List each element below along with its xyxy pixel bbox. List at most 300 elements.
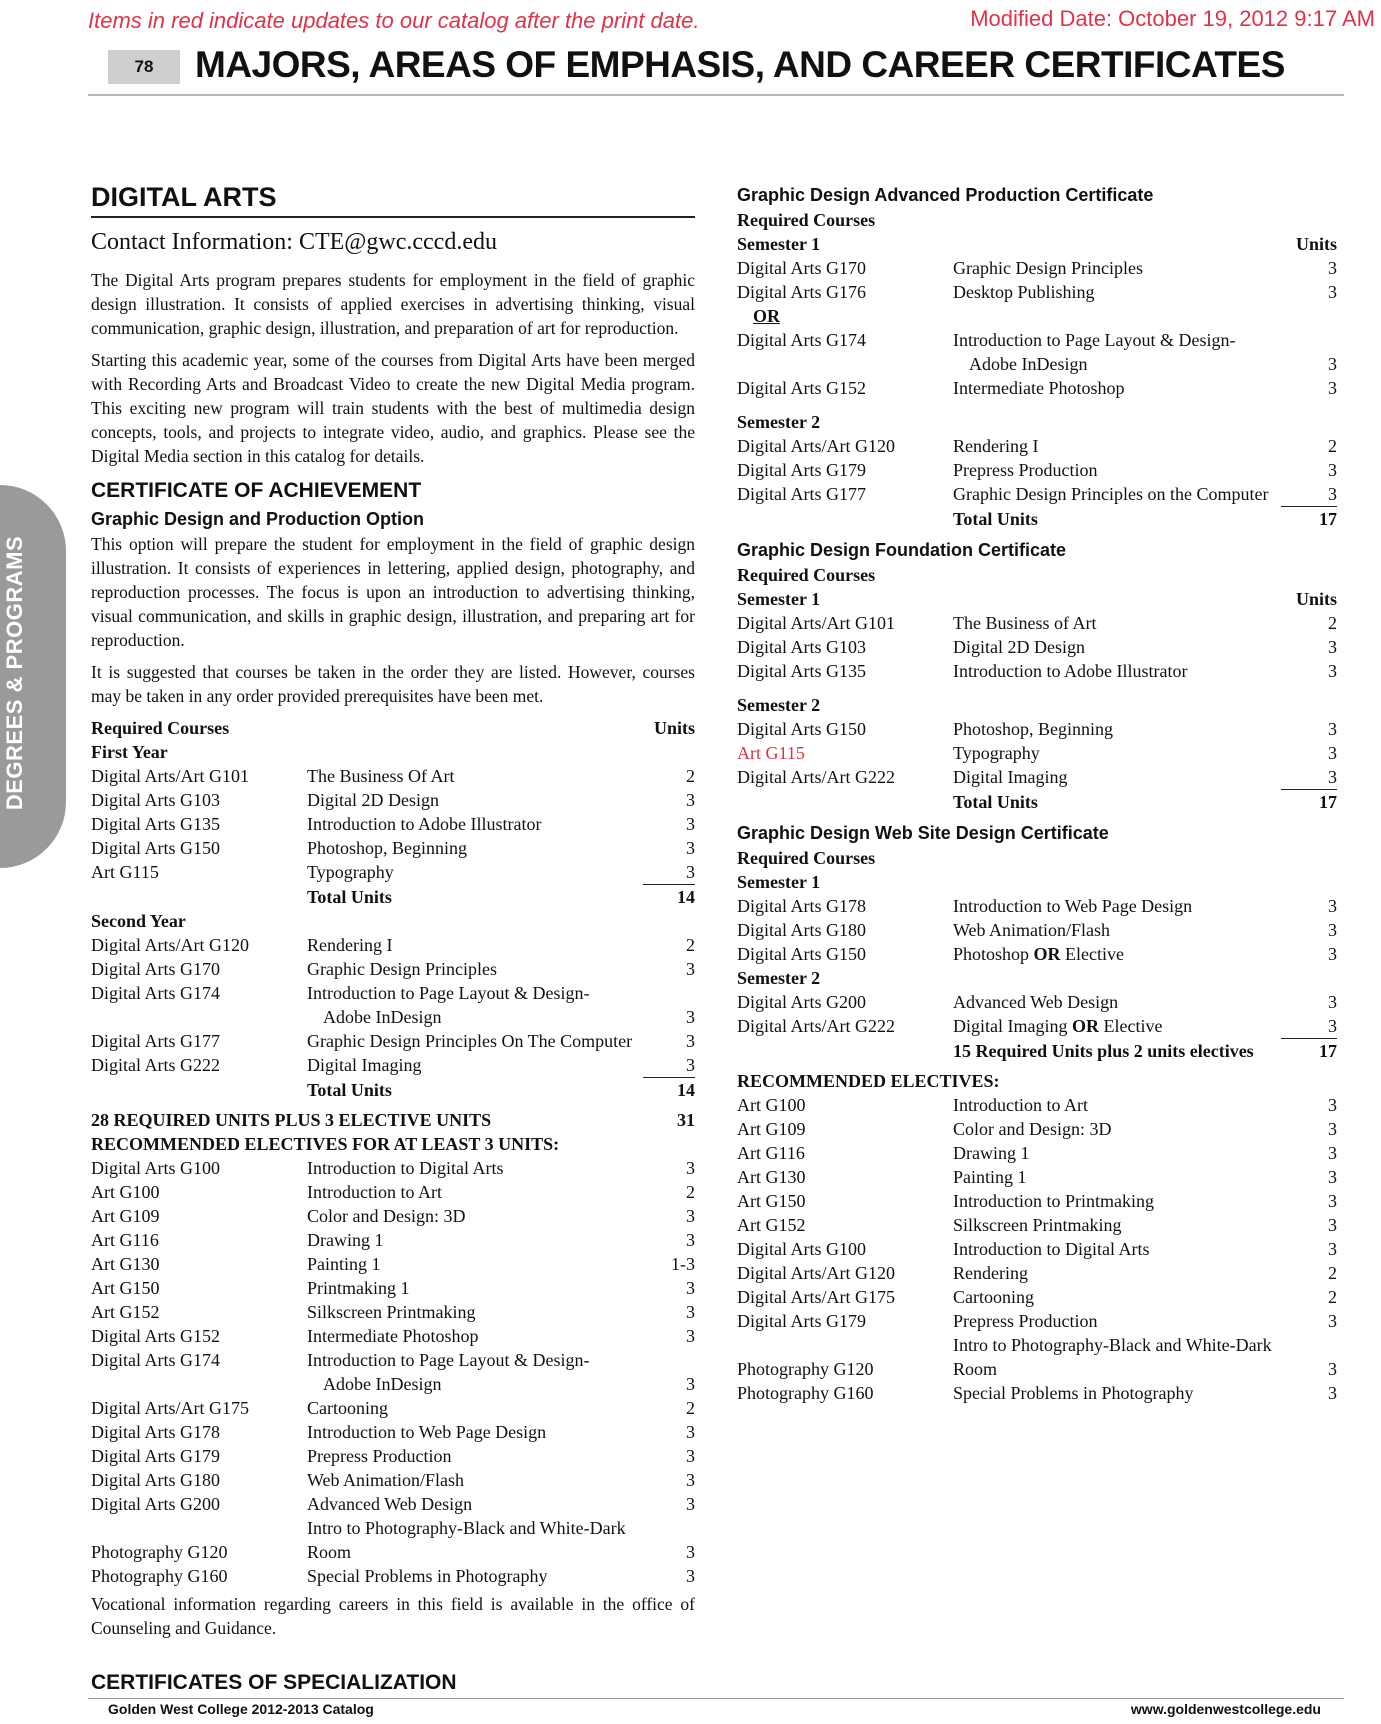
course-title [307,1348,653,1372]
course-row-continued [91,1372,695,1396]
course-code: Photography G160 [737,1383,874,1403]
order-note: It is suggested that courses be taken in the order they are listed. However, courses may be taken in any order provided prerequisites have been met. [91,662,695,706]
course-code: Digital Arts G100 [91,1158,220,1178]
course-row [737,1261,1337,1285]
course-title [307,1228,653,1252]
course-title [953,942,1295,966]
required-summary-units: 31 [677,1110,695,1130]
semester-1-label: Semester 1 [737,234,821,254]
course-title-text: Photoshop [953,944,1034,964]
course-code: Digital Arts G180 [737,920,866,940]
footer-divider [88,1698,1344,1699]
course-code: Art G130 [91,1254,160,1274]
course-units: 3 [1328,920,1337,940]
course-row [737,942,1337,966]
course-units: 2 [1328,1287,1337,1307]
course-title [307,1180,653,1204]
course-row [737,1333,1337,1381]
course-code: Digital Arts/Art G120 [737,436,895,456]
course-units: 3 [1328,719,1337,739]
course-units: 3 [686,1055,695,1075]
course-title-continued: Adobe InDesign [323,1374,442,1394]
course-title [953,458,1295,482]
course-title-text: Prepress Production [307,1446,452,1466]
course-units: 3 [1328,484,1337,504]
course-units: 3 [1328,258,1337,278]
option-description: This option will prepare the student for employment in the field of graphic design illustration. It consists of experiences in lettering, applied design, photography, and reproduction processes. The focus is upon an introduction to advertising thinking, visual communication, and skills in graphic design, illustration, and preparing art for reproduction. [91,534,695,650]
course-row-continued [737,352,1337,376]
course-title-text: Painting 1 [953,1167,1027,1187]
web-total: 17 [1281,1038,1337,1063]
course-title-text: Photoshop, Beginning [953,719,1114,739]
course-units: 3 [686,1422,695,1442]
course-code: Digital Arts/Art G101 [91,766,249,786]
course-code: Art G100 [91,1182,160,1202]
units-label: Units [1295,234,1337,254]
course-title-text: Color and Design: 3D [953,1119,1112,1139]
required-label: Required Courses [737,848,876,868]
course-title [307,1252,653,1276]
course-row [737,328,1337,352]
course-title-text: Drawing 1 [307,1230,384,1250]
course-code: Art G116 [91,1230,159,1250]
course-code: Digital Arts G174 [91,1350,220,1370]
adv-sem1-list-a [737,256,1337,304]
course-row [91,1348,695,1372]
course-code: Art G152 [91,1302,160,1322]
course-title [307,1204,653,1228]
course-title [953,482,1295,506]
course-title-text: Drawing 1 [953,1143,1030,1163]
course-row [91,1228,695,1252]
course-row [737,482,1337,506]
course-title-text: Digital 2D Design [307,790,439,810]
electives-heading: RECOMMENDED ELECTIVES FOR AT LEAST 3 UNITS: [91,1134,560,1154]
course-row [737,1165,1337,1189]
course-title [953,990,1295,1014]
left-column [91,180,695,1698]
course-code: Digital Arts G152 [91,1326,220,1346]
course-title-text: Intermediate Photoshop [307,1326,479,1346]
course-units: 3 [686,1158,695,1178]
course-units: 2 [686,935,695,955]
course-title-text: Typography [307,862,394,882]
course-row [737,1237,1337,1261]
course-code: Photography G120 [91,1542,228,1562]
course-units: 3 [1328,1095,1337,1115]
course-title-suffix: Elective [1060,944,1124,964]
course-units: 1-3 [671,1254,695,1274]
course-title [307,1516,653,1564]
course-code: Art G150 [737,1191,806,1211]
course-row [737,918,1337,942]
advanced-cert-heading: Graphic Design Advanced Production Certificate [737,185,1154,205]
course-units: 3 [686,1494,695,1514]
course-units: 3 [686,790,695,810]
course-code: Digital Arts/Art G101 [737,613,895,633]
course-row [737,611,1337,635]
course-row [737,659,1337,683]
course-title [307,1564,653,1588]
course-title-text: Introduction to Web Page Design [953,896,1193,916]
specialization-heading: CERTIFICATES OF SPECIALIZATION [91,1671,457,1694]
course-title-text: Digital Imaging [307,1055,422,1075]
first-year-label: First Year [91,742,168,762]
course-units: 2 [1328,436,1337,456]
course-title [953,434,1295,458]
required-summary-row [91,1108,695,1132]
course-row [91,1276,695,1300]
course-title [307,1420,653,1444]
course-title [953,918,1295,942]
intro-paragraph-1: The Digital Arts program prepares students for employment in the field of graphic design illustration. It consists of applied exercises in advertising thinking, visual communication, graphic design, illustration, and preparation of art for reproduction. [91,270,695,338]
course-title-text: Digital Imaging [953,767,1068,787]
course-row [91,1396,695,1420]
found-total: 17 [1281,789,1337,814]
course-row [737,894,1337,918]
course-title-text: Web Animation/Flash [307,1470,465,1490]
total-units-label: Total Units [307,887,392,907]
course-code: Digital Arts G174 [91,983,220,1003]
course-row [737,635,1337,659]
units-label: Units [653,718,695,738]
course-title-text: Graphic Design Principles On The Computer [307,1031,633,1051]
course-code: Art G152 [737,1215,806,1235]
course-code: Digital Arts G174 [737,330,866,350]
course-row [737,1213,1337,1237]
footer-catalog: Golden West College 2012-2013 Catalog [108,1701,374,1717]
web-sem1-list [737,894,1337,966]
course-units: 3 [686,1206,695,1226]
course-title-text: Silkscreen Printmaking [307,1302,476,1322]
adv-sem1-b [737,328,1337,376]
web-cert-heading: Graphic Design Web Site Design Certificate [737,823,1109,843]
course-title-or: OR [1071,1016,1099,1036]
course-title-text: The Business Of Art [307,766,455,786]
total-units-label: Total Units [953,792,1038,812]
course-row [91,836,695,860]
course-title-text: Special Problems in Photography [307,1566,548,1586]
course-code: Photography G120 [737,1359,874,1379]
course-title [953,741,1295,765]
course-row [737,458,1337,482]
course-row [737,434,1337,458]
course-title-text: Introduction to Web Page Design [307,1422,547,1442]
course-row [737,741,1337,765]
course-title-text: Special Problems in Photography [953,1383,1194,1403]
course-title [307,1053,653,1077]
course-row [737,1309,1337,1333]
course-units: 3 [686,959,695,979]
page-title: MAJORS, AREAS OF EMPHASIS, AND CAREER CERTIFICATES [195,44,1285,85]
course-units: 2 [1328,1263,1337,1283]
course-row-continued [91,1005,695,1029]
course-units: 3 [686,1302,695,1322]
footer-website: www.goldenwestcollege.edu [1130,1701,1321,1717]
first-year-total-row [91,884,695,909]
course-title [953,1285,1295,1309]
course-units: 3 [1328,282,1337,302]
course-title [307,1300,653,1324]
course-title-text: Typography [953,743,1040,763]
course-units: 3 [686,1566,695,1586]
course-title-text: Color and Design: 3D [307,1206,466,1226]
course-title [307,981,653,1005]
course-title [953,328,1295,352]
adv-total: 17 [1281,506,1337,531]
course-row [91,1252,695,1276]
course-units: 3 [686,1031,695,1051]
found-total-row [737,789,1337,814]
course-title [307,1029,653,1053]
course-code: Digital Arts G150 [91,838,220,858]
course-row [91,933,695,957]
course-title-text: Digital 2D Design [953,637,1085,657]
course-units: 3 [1328,460,1337,480]
modified-date: Modified Date: October 19, 2012 9:17 AM [970,6,1375,31]
course-title-text: Introduction to Page Layout & Design- [307,983,590,1003]
course-code: Digital Arts/Art G222 [737,767,895,787]
course-title [307,1444,653,1468]
course-title-text: Intro to Photography-Black and White-Dark Room [307,1518,626,1562]
course-code: Digital Arts G177 [737,484,866,504]
course-code: Digital Arts G178 [737,896,866,916]
course-title-text: Introduction to Art [953,1095,1088,1115]
adv-sem2-list [737,434,1337,506]
course-row [91,981,695,1005]
course-title [953,1381,1295,1405]
course-title-text: Desktop Publishing [953,282,1095,302]
required-summary: 28 REQUIRED UNITS PLUS 3 ELECTIVE UNITS [91,1110,492,1130]
course-title [953,256,1295,280]
course-units: 3 [686,1374,695,1394]
course-code: Digital Arts G179 [737,1311,866,1331]
course-title [953,1117,1295,1141]
course-units: 3 [686,1446,695,1466]
course-units: 3 [1328,1191,1337,1211]
course-code: Digital Arts G103 [91,790,220,810]
course-title [953,635,1295,659]
course-units: 3 [1328,743,1337,763]
update-notice: Items in red indicate updates to our catalog after the print date. [88,8,700,33]
adv-sem1-c [737,376,1337,400]
course-code: Art G100 [737,1095,806,1115]
or-label: OR [753,306,780,326]
course-title [953,1141,1295,1165]
course-code: Digital Arts G170 [91,959,220,979]
required-label: Required Courses [737,565,876,585]
course-title [307,1324,653,1348]
course-title [307,764,653,788]
course-row [737,990,1337,1014]
course-units: 3 [1328,354,1337,374]
course-title-text: Rendering I [953,436,1039,456]
course-title [953,765,1295,789]
course-row [737,376,1337,400]
course-title [953,611,1295,635]
course-row [737,280,1337,304]
certificate-heading: CERTIFICATE OF ACHIEVEMENT [91,479,422,502]
course-code: Digital Arts G200 [737,992,866,1012]
course-title [953,717,1295,741]
course-title-text: Prepress Production [953,460,1098,480]
second-year-label: Second Year [91,911,186,931]
course-title [307,933,653,957]
course-code: Art G150 [91,1278,160,1298]
course-title [953,376,1295,400]
course-title [953,280,1295,304]
side-tab [0,485,66,868]
course-title [307,1396,653,1420]
course-title-text: Cartooning [307,1398,388,1418]
course-row [91,1564,695,1588]
course-units: 3 [1328,767,1337,787]
course-code: Photography G160 [91,1566,228,1586]
required-header-row [91,716,695,740]
course-title-continued: Adobe InDesign [323,1007,442,1027]
course-units: 3 [1328,1239,1337,1259]
course-title [953,1165,1295,1189]
course-code: Digital Arts G170 [737,258,866,278]
course-title-text: Introduction to Printmaking [953,1191,1154,1211]
course-units: 3 [686,1542,695,1562]
course-row [91,1420,695,1444]
course-row [91,957,695,981]
course-code: Digital Arts G222 [91,1055,220,1075]
course-title-text: Introduction to Adobe Illustrator [307,814,542,834]
second-year-total: 14 [643,1077,695,1102]
adv-total-row [737,506,1337,531]
course-row [737,1093,1337,1117]
course-title [307,860,653,884]
intro-paragraph-2: Starting this academic year, some of the courses from Digital Arts have been merged with Recording Arts and Broadcast Video to create the new Digital Media program. This exciting new program will train students with the best of multimedia design concepts, tools, and projects to integrate video, audio, and graphics. Please see the Digital Media section in this catalog for details. [91,350,695,466]
course-title-text: Silkscreen Printmaking [953,1215,1122,1235]
course-row [91,1156,695,1180]
course-units: 3 [686,1326,695,1346]
course-code: Digital Arts G180 [91,1470,220,1490]
course-row [737,765,1337,789]
course-code: Digital Arts/Art G120 [737,1263,895,1283]
course-units: 3 [1328,1383,1337,1403]
course-code: Art G115 [737,743,805,763]
course-title-text: Rendering I [307,935,393,955]
header-divider [88,94,1344,96]
course-title-text: Introduction to Digital Arts [953,1239,1150,1259]
second-year-list [91,933,695,1077]
course-units: 3 [1328,1311,1337,1331]
course-code: Digital Arts G150 [737,719,866,739]
course-row [737,1285,1337,1309]
course-units: 3 [686,1278,695,1298]
course-title [953,1309,1295,1333]
course-code: Digital Arts G150 [737,944,866,964]
course-row [737,1381,1337,1405]
course-row [91,1492,695,1516]
foundation-cert-heading: Graphic Design Foundation Certificate [737,540,1067,560]
course-title-text: Introduction to Adobe Illustrator [953,661,1188,681]
course-units: 3 [1328,1359,1337,1379]
course-title-text: Web Animation/Flash [953,920,1111,940]
required-label: Required Courses [91,718,230,738]
course-units: 3 [686,1230,695,1250]
course-title [307,812,653,836]
course-code: Digital Arts G135 [91,814,220,834]
course-title-or: OR [1033,944,1061,964]
course-row [91,1516,695,1564]
course-title [953,1189,1295,1213]
course-code: Art G109 [737,1119,806,1139]
course-code: Digital Arts G179 [91,1446,220,1466]
course-title [953,1213,1295,1237]
course-code: Digital Arts G178 [91,1422,220,1442]
course-units: 3 [686,862,695,882]
course-units: 3 [1328,661,1337,681]
course-title-text: Graphic Design Principles on the Computer [953,484,1269,504]
course-row [91,1029,695,1053]
course-row [91,1204,695,1228]
course-code: Digital Arts/Art G120 [91,935,249,955]
course-title-text: Introduction to Digital Arts [307,1158,504,1178]
course-code: Digital Arts G100 [737,1239,866,1259]
found-sem2-list [737,717,1337,789]
side-tab-label: DEGREES & PROGRAMS [2,535,27,811]
course-row [737,1141,1337,1165]
course-title [953,1237,1295,1261]
course-title [307,1156,653,1180]
course-title [307,788,653,812]
web-total-label: 15 Required Units plus 2 units electives [953,1041,1254,1061]
course-row [91,1324,695,1348]
course-code: Digital Arts/Art G175 [91,1398,249,1418]
first-year-total: 14 [643,884,695,909]
course-units: 3 [1328,637,1337,657]
semester-1-label: Semester 1 [737,872,821,892]
course-title-text: Cartooning [953,1287,1034,1307]
course-title-continued: Adobe InDesign [969,354,1088,374]
course-row [91,1053,695,1077]
course-units: 2 [686,766,695,786]
course-title-text: Printmaking 1 [307,1278,410,1298]
found-sem1-list [737,611,1337,683]
course-title-text: The Business of Art [953,613,1097,633]
course-title-text: Introduction to Page Layout & Design- [307,1350,590,1370]
total-units-label: Total Units [953,509,1038,529]
course-title-text: Graphic Design Principles [307,959,497,979]
course-title-text: Introduction to Page Layout & Design- [953,330,1236,350]
course-row [91,1468,695,1492]
course-code: Digital Arts G103 [737,637,866,657]
course-row [737,717,1337,741]
course-title [953,1014,1295,1038]
course-title-text: Rendering [953,1263,1028,1283]
course-units: 3 [686,814,695,834]
required-label: Required Courses [737,210,876,230]
course-units: 3 [1328,1119,1337,1139]
semester-2-label: Semester 2 [737,968,821,988]
course-title [307,836,653,860]
units-label: Units [1295,589,1337,609]
course-title-text: Prepress Production [953,1311,1098,1331]
semester-2-label: Semester 2 [737,695,821,715]
contact-info: Contact Information: CTE@gwc.cccd.edu [91,229,497,255]
right-column [737,182,1337,1405]
course-row [737,1014,1337,1038]
course-title [307,1468,653,1492]
course-title [307,1492,653,1516]
course-units: 2 [1328,613,1337,633]
course-units: 3 [686,1007,695,1027]
course-title-text: Photoshop, Beginning [307,838,468,858]
